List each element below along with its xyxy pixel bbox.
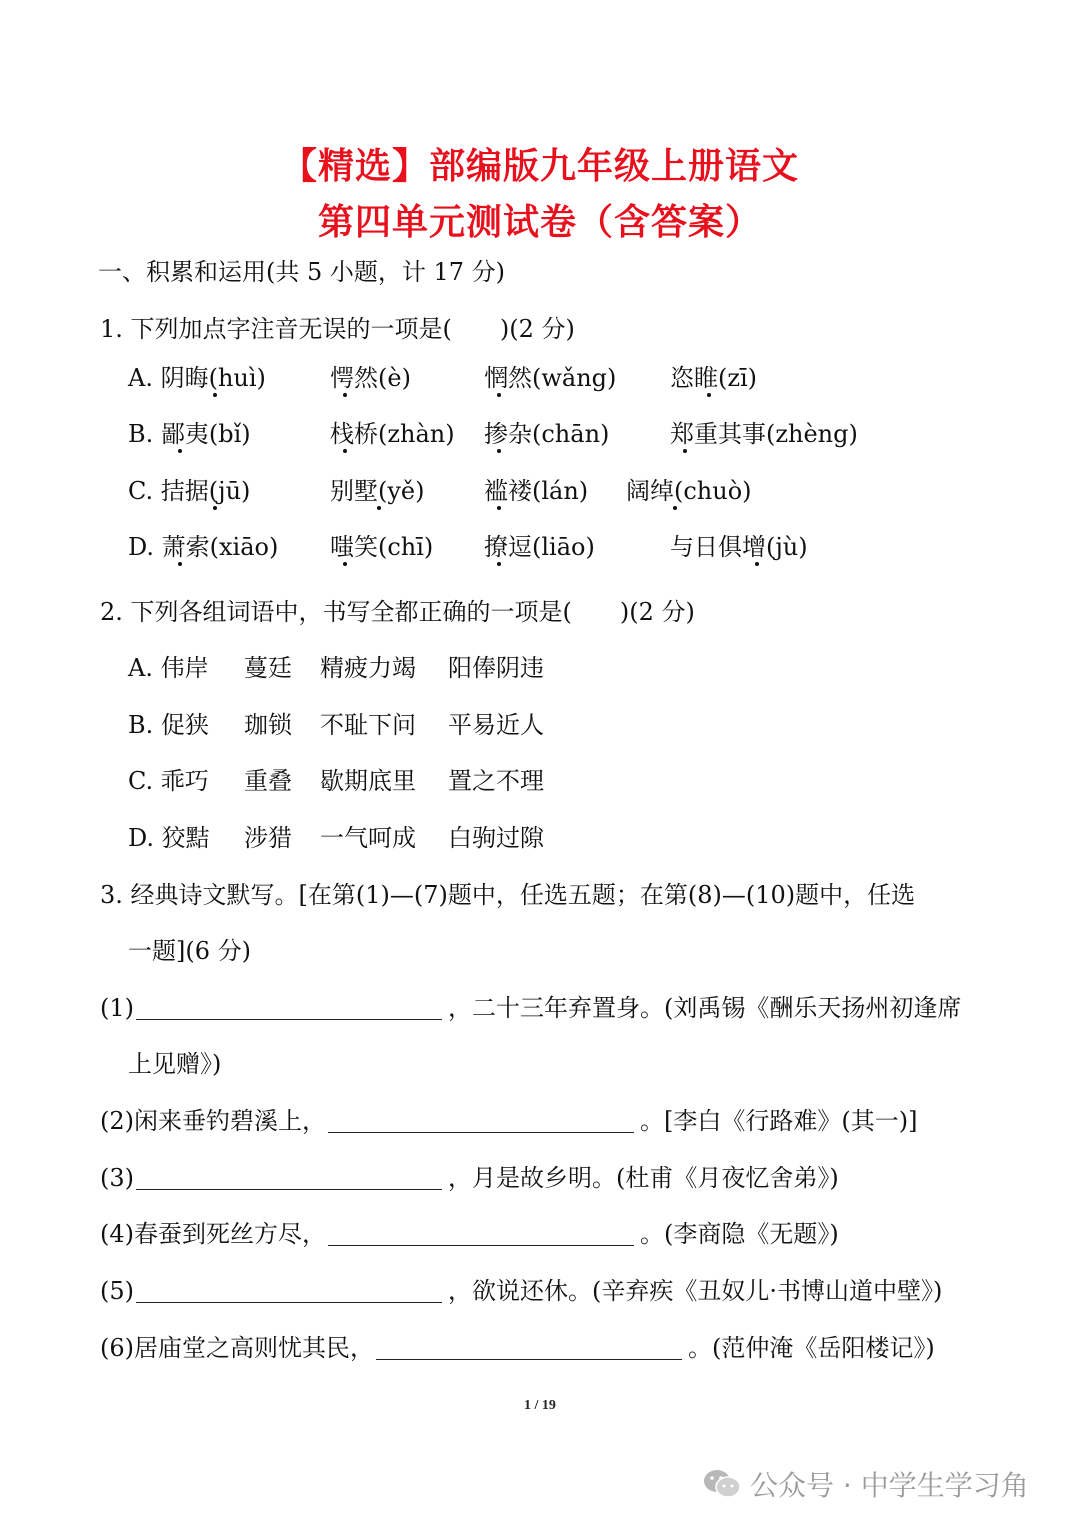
q2-c-1: C. 乖巧 bbox=[128, 767, 209, 795]
q2-a-2: 蔓廷 bbox=[244, 654, 292, 682]
emphasis-dot bbox=[178, 562, 182, 566]
title-line-1: 【精选】部编版九年级上册语文 bbox=[280, 146, 799, 187]
q1-d-4: 与日俱增(jù) bbox=[670, 533, 808, 561]
q3-item-4-blank[interactable] bbox=[328, 1219, 634, 1246]
q1-c-4: 阔绰(chuò) bbox=[626, 477, 752, 505]
q3-item-3-blank[interactable] bbox=[136, 1163, 442, 1190]
q1-b-2: 栈桥(zhàn) bbox=[330, 420, 455, 448]
q1-b-4: 郑重其事(zhèng) bbox=[670, 420, 858, 448]
q3-item-3-prefix: (3) bbox=[100, 1164, 134, 1192]
q3-item-4 bbox=[100, 1218, 839, 1250]
q2-c-2: 重叠 bbox=[244, 767, 292, 795]
q3-item-2-suffix: 。[李白《行路难》(其一)] bbox=[640, 1107, 918, 1135]
q3-item-5-blank[interactable] bbox=[136, 1276, 442, 1303]
q3-item-4-prefix: (4)春蚕到死丝方尽， bbox=[100, 1220, 326, 1248]
wechat-icon bbox=[702, 1467, 742, 1501]
emphasis-dot bbox=[497, 562, 501, 566]
emphasis-dot bbox=[213, 393, 217, 397]
title-line-2: 第四单元测试卷（含答案） bbox=[317, 202, 762, 243]
q2-b-2: 珈锁 bbox=[244, 711, 292, 739]
q1-d-1: D. 萧索(xiāo) bbox=[128, 533, 279, 561]
q2-c-4: 置之不理 bbox=[448, 767, 544, 795]
q2-a-4: 阳俸阴违 bbox=[448, 654, 544, 682]
emphasis-dot bbox=[497, 449, 501, 453]
section-heading: 一、积累和运用(共 5 小题，计 17 分) bbox=[98, 258, 506, 286]
q2-a-1: A. 伟岸 bbox=[128, 654, 209, 682]
q1-d-3: 撩逗(liāo) bbox=[484, 533, 595, 561]
q3-item-5-suffix: ，欲说还休。(辛弃疾《丑奴儿·书博山道中壁》) bbox=[448, 1277, 943, 1305]
q1-a-3: 惘然(wǎng) bbox=[484, 364, 617, 392]
q2-stem: 2. 下列各组词语中，书写全都正确的一项是( )(2 分) bbox=[100, 598, 695, 626]
emphasis-dot bbox=[673, 506, 677, 510]
q3-item-2-prefix: (2)闲来垂钓碧溪上， bbox=[100, 1107, 326, 1135]
q3-item-2-blank[interactable] bbox=[328, 1106, 634, 1133]
q2-b-1: B. 促狭 bbox=[128, 711, 209, 739]
emphasis-dot bbox=[707, 393, 711, 397]
q1-c-1: C. 拮据(jū) bbox=[128, 477, 251, 505]
q3-item-2 bbox=[100, 1105, 917, 1137]
q1-stem: 1. 下列加点字注音无误的一项是( )(2 分) bbox=[100, 315, 575, 343]
q3-item-1-suffix: ，二十三年弃置身。(刘禹锡《酬乐天扬州初逢席 bbox=[448, 994, 962, 1022]
q3-item-1 bbox=[100, 992, 961, 1024]
q3-stem-line-2: 一题](6 分) bbox=[128, 937, 251, 965]
emphasis-dot bbox=[683, 449, 687, 453]
watermark-text: 公众号 · 中学生学习角 bbox=[750, 1469, 1029, 1502]
q3-item-6 bbox=[100, 1332, 935, 1364]
q1-b-1: B. 鄙夷(bǐ) bbox=[128, 420, 251, 448]
q3-item-3 bbox=[100, 1162, 839, 1194]
emphasis-dot bbox=[343, 449, 347, 453]
q2-c-3: 歇期底里 bbox=[320, 767, 416, 795]
q2-b-3: 不耻下问 bbox=[320, 711, 416, 739]
watermark bbox=[702, 1464, 1029, 1504]
q2-d-2: 涉猎 bbox=[244, 824, 292, 852]
emphasis-dot bbox=[178, 449, 182, 453]
q1-b-3: 掺杂(chān) bbox=[484, 420, 610, 448]
emphasis-dot bbox=[213, 506, 217, 510]
emphasis-dot bbox=[497, 393, 501, 397]
q3-item-6-prefix: (6)居庙堂之高则忧其民， bbox=[100, 1334, 374, 1362]
q3-item-5-prefix: (5) bbox=[100, 1277, 134, 1305]
emphasis-dot bbox=[377, 506, 381, 510]
emphasis-dot bbox=[343, 562, 347, 566]
emphasis-dot bbox=[497, 506, 501, 510]
q2-b-4: 平易近人 bbox=[448, 711, 544, 739]
q1-a-4: 恣睢(zī) bbox=[670, 364, 758, 392]
q1-d-2: 嗤笑(chī) bbox=[330, 533, 434, 561]
q3-item-6-suffix: 。(范仲淹《岳阳楼记》) bbox=[688, 1334, 935, 1362]
q1-a-2: 愕然(è) bbox=[330, 364, 411, 392]
q3-item-3-suffix: ，月是故乡明。(杜甫《月夜忆舍弟》) bbox=[448, 1164, 839, 1192]
q2-d-4: 白驹过隙 bbox=[448, 824, 544, 852]
q3-item-6-blank[interactable] bbox=[376, 1333, 682, 1360]
emphasis-dot bbox=[755, 562, 759, 566]
page-number: 1 / 19 bbox=[524, 1398, 556, 1413]
q3-item-4-suffix: 。(李商隐《无题》) bbox=[640, 1220, 839, 1248]
q2-a-3: 精疲力竭 bbox=[320, 654, 416, 682]
q2-d-1: D. 狡黠 bbox=[128, 824, 210, 852]
q2-d-3: 一气呵成 bbox=[320, 824, 416, 852]
q3-item-1-continuation: 上见赠》) bbox=[128, 1050, 222, 1078]
q3-item-1-blank[interactable] bbox=[136, 993, 442, 1020]
q3-stem-line-1: 3. 经典诗文默写。[在第(1)—(7)题中，任选五题；在第(8)—(10)题中，任选 bbox=[100, 881, 916, 909]
q1-a-1: A. 阴晦(huì) bbox=[128, 364, 266, 392]
q1-c-2: 别墅(yě) bbox=[330, 477, 425, 505]
emphasis-dot bbox=[343, 393, 347, 397]
q3-item-5 bbox=[100, 1275, 942, 1307]
q3-item-1-prefix: (1) bbox=[100, 994, 134, 1022]
q1-c-3: 褴褛(lán) bbox=[484, 477, 589, 505]
